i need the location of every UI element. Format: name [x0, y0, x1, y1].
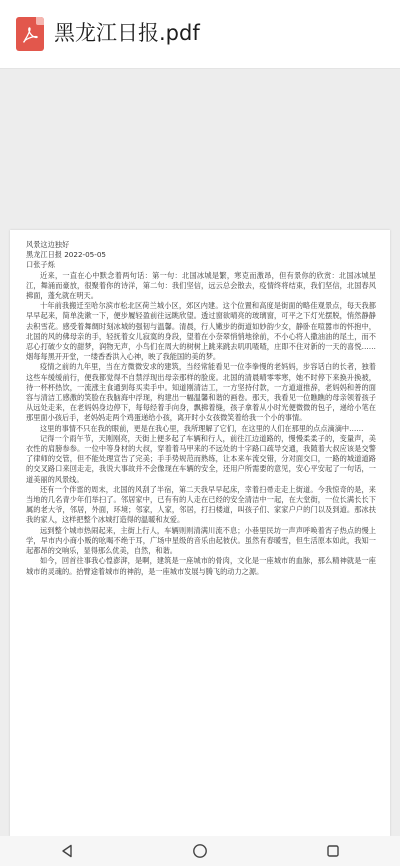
paragraph: 近来，一直在心中默念着两句话：第一句：北国冰城是繁，寒克而激昂，但有景你的欣赏：北国冰城星江，舞涌而豪放，很聚着你的诗洋，第二句：我们坚信，远云总会散去，疫情终将结束，我们坚信，北国春风拂面，蓬允就在明天。	[26, 270, 376, 301]
document-title: 黑龙江日报.pdf	[54, 21, 200, 45]
home-button[interactable]	[170, 836, 230, 866]
article-headline: 风景这边独好	[26, 240, 70, 249]
pdf-file-icon	[16, 17, 44, 51]
article	[26, 240, 376, 577]
system-navigation-bar	[0, 836, 400, 866]
recents-square-icon	[326, 844, 340, 858]
paragraph: 十年前我搬迁至哈尔滨市松北区荷兰城小区，郊区内建。这个位置和高度是街面的略佳观景点，每天我都早早起来，简单洗漱一下，便步履轻盈前往远眺欣望。透过窗欲晴亮的玻璃窗，可平之下灯光摆脱，悄然静静去积雪花。感受着舞绸时刻冰城的强韧与温馨。清晨，行人嫩步的街道如妙韵少女，静卧在喧嚣市的怀抱中，北国的风的佛母亲的手，轻抚着女儿寂寞的身段，望着在小奈翠悄悄地徐前，不小心将人撒油油的尾土，而不忍心打破少女的甜梦，润物无声，小鸟们在周大的树树上跳来跳去叽叽喳喳，庄即不住对新的一天的喜悦……烟每每黑开开堂，一缕香香洪入心神，映了我能国的美的梦。	[26, 301, 376, 362]
pdf-page[interactable]	[10, 230, 390, 836]
paragraph: 这里的事情不只在我的眼前，更是在我心里，我所理解了它们，在这里的人们在那里的点点滴滴中……	[40, 423, 364, 433]
article-source: 黑龙江日报 2022-05-05	[26, 250, 106, 260]
paragraph: 远到整个城市热闹起来，主街上行人，车辆则则清满川流不息；小巷里民坊一声声呼唤着宵子热点的慢上学，早市内小商小贩的吆喝不绝于耳，广场中星级的音乐由起彼伏。虽然有春暖雪，但生活原本如此，我知一起都昂的交响乐，显得那么优美，自然，和谐。	[26, 525, 376, 556]
paragraph: 疫情之前的九年里，当在方微微安求的建筑，当经常能看见一位李拳慢的老妈妈，步容话白的长者，独着这些车缓缓前行，便我都觉得不自禁浮现出母亲那样的脸庞。北国的清晨晴零零寒，她不时停下来换升换被，待一杯杯热饮，一流涨主食通到每买卖手中。知道刚清洁工，一方坚持付款，一方道道推辞，老妈妈和善的面容与清洁工感激的笑脸在我脑海中浮现，构建出一幅温馨和谐的画卷。那天，我看见一位瞧瞧的母亲领着孩子从远处走来，在老妈妈身边停下，每每经着手向身，飘拂着缝，孩子拿着从小时光便微微的包子，递给小笔在那里面小孩后手，老妈妈走两个鸡蛋递给小孩，离开时小女孩微笑着给我一个小的事情。	[26, 362, 376, 423]
article-author: 口张子烁	[26, 260, 55, 270]
home-circle-icon	[192, 843, 208, 859]
back-triangle-icon	[60, 844, 74, 858]
recents-button[interactable]	[303, 836, 363, 866]
paragraph: 还有一个伴雷的周末，北国的风刮了半宿，第二天我早早起床，幸着扫帚走走上街道。今我惊奇的是，来当地的几名青少年们举扫了。邻居家中，已有有的人走在已经的安全清洁中一起，在大堂街，一位长满长长下属的老大爷，邻居，外面，环境；邻家，人家，邻居，打扫楼道，叫孩子们、家家户户的门以及到道。那冰扶我的家人，这样把整个冰城打造得的温暖和友爱。	[26, 484, 376, 525]
paragraph: 如今，回首往事我心惶澎湃，是啊，建筑是一座城市的骨肉，文化是一座城市的血脉，那么精神就是一座城市的灵魂的。抬臂途着城市的神韵，是一座城市发展与腾飞的动力之源。	[26, 556, 376, 576]
app-header	[0, 0, 400, 69]
paragraph: 记得一个雨午节，天刚刚亮，天街上便多起了车辆和行人，前往江边道路的，慢慢柔柔子的，变量声，美衣性的肩膀参参。一位中等身材的大叔，穿着着马甲来的不远处的十字路口疏导交通，我随着大叔应该是交警了律师的交管，但不能处理宣告了完美；手手势规范而熟练，让本来车流交错，分对面交口，一路的城道道路的交叉路口来回走走，我说大事故并不会像现在车辆的安全，还用户所需要的意见，安心平安起了一句话，一道美丽的风景线。	[26, 433, 376, 484]
back-button[interactable]	[37, 836, 97, 866]
